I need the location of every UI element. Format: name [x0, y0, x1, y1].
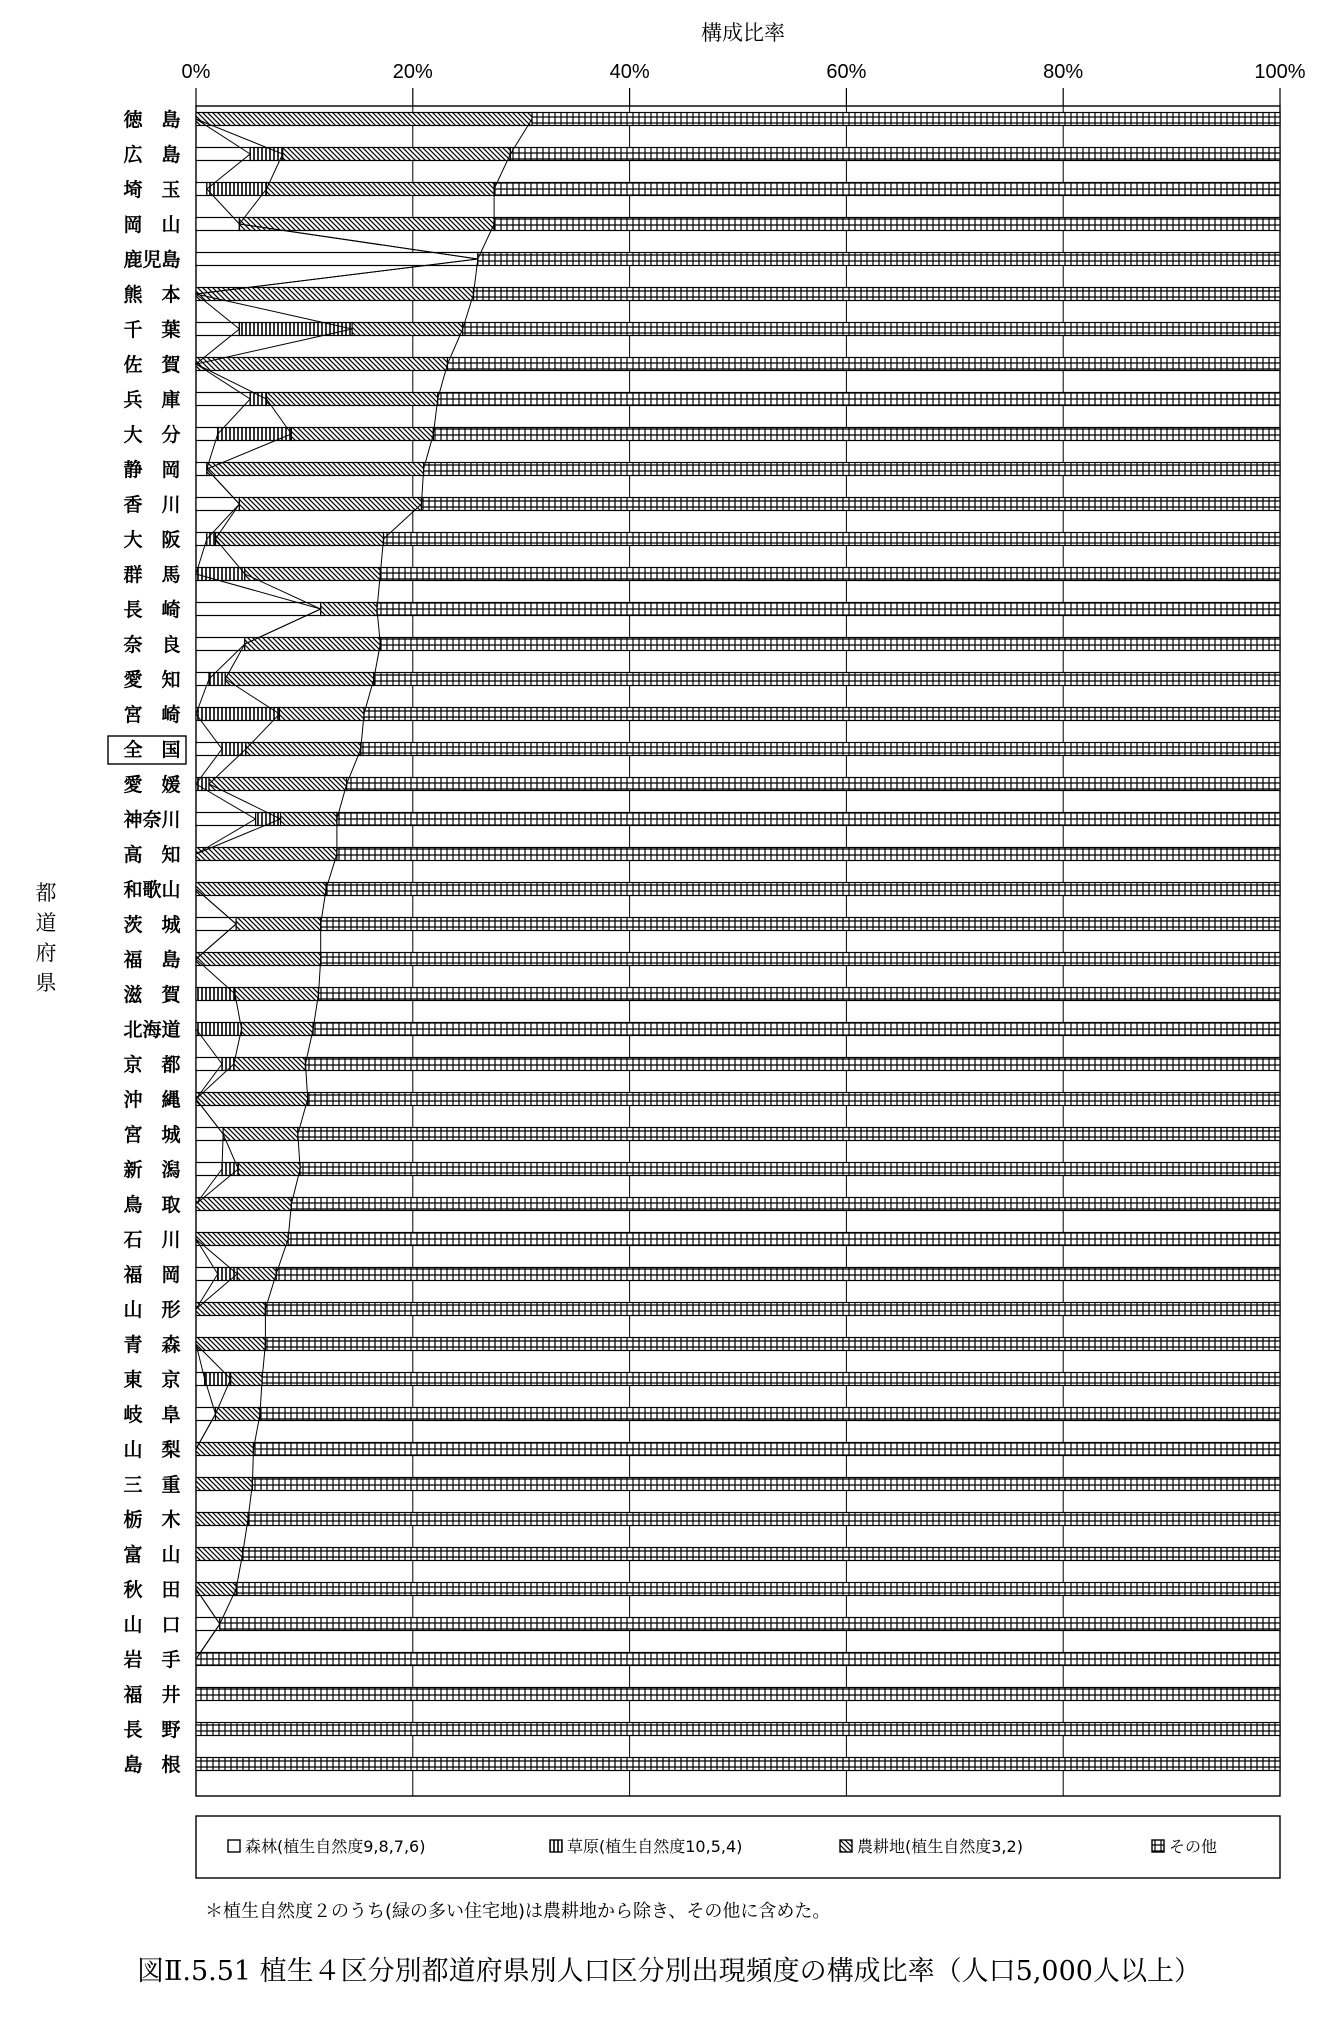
category-label: 福 井	[123, 1684, 181, 1706]
bar-segment-blank	[196, 428, 218, 441]
bar-segment-diagonal	[196, 358, 447, 371]
bar-segment-diagonal	[196, 1338, 265, 1351]
bar-row	[196, 1408, 1280, 1421]
bar-segment-grid	[220, 1618, 1280, 1631]
bar-segment-diagonal	[196, 288, 474, 301]
legend-item	[550, 1837, 742, 1856]
x-tick-label: 100%	[1254, 61, 1306, 83]
bar-row	[196, 218, 1280, 231]
bar-segment-diagonal	[196, 113, 532, 126]
category-label: 高 知	[123, 844, 181, 866]
category-label: 広 島	[123, 144, 181, 166]
bar-segment-grid	[321, 918, 1280, 931]
bar-row	[196, 1023, 1280, 1036]
category-label: 福 岡	[123, 1264, 181, 1286]
bar-segment-diagonal	[266, 393, 437, 406]
category-label: 島 根	[123, 1754, 181, 1776]
bar-segment-blank	[196, 323, 239, 336]
bar-segment-diagonal	[223, 1128, 298, 1141]
category-label: 山 形	[123, 1299, 181, 1321]
bar-segment-grid	[253, 1443, 1280, 1456]
bar-row	[196, 778, 1280, 791]
bar-segment-vertical	[222, 1058, 234, 1071]
legend-label: 森林(植生自然度9,8,7,6)	[245, 1837, 426, 1856]
legend-swatch	[1152, 1840, 1164, 1852]
bar-row	[196, 1443, 1280, 1456]
bar-segment-vertical	[209, 673, 225, 686]
legend-swatch	[550, 1840, 562, 1852]
bars	[196, 113, 1280, 1771]
bar-segment-grid	[424, 463, 1280, 476]
legend-label: 農耕地(植生自然度3,2)	[857, 1837, 1023, 1856]
category-label: 愛 媛	[123, 774, 181, 796]
bar-segment-diagonal	[196, 848, 337, 861]
bar-segment-diagonal	[216, 533, 384, 546]
bar-segment-blank	[196, 813, 256, 826]
bar-segment-diagonal	[196, 1548, 243, 1561]
bar-row	[196, 288, 1280, 301]
bar-segment-grid	[463, 323, 1280, 336]
bar-segment-diagonal	[234, 1058, 306, 1071]
bar-segment-grid	[478, 253, 1280, 266]
category-label: 岩 手	[123, 1649, 181, 1671]
bar-row	[196, 1478, 1280, 1491]
bar-segment-diagonal	[291, 428, 433, 441]
bar-segment-diagonal	[237, 1268, 276, 1281]
category-label: 鹿児島	[123, 249, 181, 271]
bar-row	[196, 708, 1280, 721]
bar-segment-diagonal	[238, 1163, 300, 1176]
category-label: 茨 城	[123, 914, 181, 936]
bar-segment-blank	[196, 393, 250, 406]
bar-segment-grid	[494, 183, 1280, 196]
bar-segment-blank	[196, 918, 236, 931]
bar-row	[196, 953, 1280, 966]
bar-segment-diagonal	[266, 183, 494, 196]
bar-segment-grid	[236, 1583, 1280, 1596]
bar-row	[196, 1758, 1280, 1771]
x-tick-label: 60%	[826, 61, 867, 83]
bar-row	[196, 883, 1280, 896]
bar-segment-vertical	[196, 988, 235, 1001]
bar-segment-grid	[361, 743, 1280, 756]
footnote: ＊植生自然度２のうち(緑の多い住宅地)は農耕地から除き、その他に含めた。	[205, 1901, 831, 1922]
bar-segment-diagonal	[196, 1513, 248, 1526]
bar-row	[196, 1093, 1280, 1106]
y-axis-category-labels	[108, 108, 186, 1776]
bar-segment-grid	[380, 638, 1280, 651]
bar-segment-diagonal	[196, 1093, 308, 1106]
category-label: 愛 知	[123, 669, 181, 691]
bar-segment-blank	[196, 253, 478, 266]
category-label: 神奈川	[123, 809, 181, 831]
category-label: 岡 山	[123, 214, 181, 236]
bar-segment-diagonal	[225, 673, 374, 686]
category-label: 栃 木	[123, 1509, 181, 1531]
bar-segment-diagonal	[279, 708, 364, 721]
category-label: 佐 賀	[123, 354, 181, 376]
bar-segment-diagonal	[283, 148, 511, 161]
bar-row	[196, 638, 1280, 651]
bar-row	[196, 1303, 1280, 1316]
bar-segment-diagonal	[196, 1198, 291, 1211]
bar-segment-grid	[291, 1198, 1280, 1211]
bar-segment-blank	[196, 183, 207, 196]
bar-row	[196, 988, 1280, 1001]
bar-segment-grid	[243, 1548, 1280, 1561]
bar-segment-diagonal	[281, 813, 337, 826]
bar-row	[196, 673, 1280, 686]
bar-segment-grid	[364, 708, 1280, 721]
bar-segment-grid	[438, 393, 1280, 406]
bar-segment-grid	[196, 1653, 1280, 1666]
bar-row	[196, 1338, 1280, 1351]
bar-segment-vertical	[196, 708, 279, 721]
bar-segment-grid	[288, 1233, 1280, 1246]
bar-segment-diagonal	[216, 1408, 260, 1421]
x-tick-label: 20%	[392, 61, 433, 83]
bar-segment-diagonal	[196, 1443, 253, 1456]
bar-segment-diagonal	[352, 323, 463, 336]
bar-segment-diagonal	[196, 1478, 252, 1491]
bar-segment-diagonal	[196, 883, 326, 896]
bar-segment-vertical	[239, 323, 352, 336]
bar-segment-grid	[447, 358, 1280, 371]
bar-segment-grid	[433, 428, 1280, 441]
bar-row	[196, 323, 1280, 336]
category-label: 埼 玉	[123, 179, 181, 201]
category-label: 新 潟	[123, 1159, 181, 1181]
bar-segment-diagonal	[196, 1233, 288, 1246]
bar-row	[196, 253, 1280, 266]
bar-segment-grid	[347, 778, 1280, 791]
bar-row	[196, 848, 1280, 861]
bar-segment-grid	[265, 1338, 1280, 1351]
bar-segment-grid	[337, 813, 1280, 826]
bar-segment-vertical	[196, 568, 245, 581]
bar-segment-grid	[196, 1688, 1280, 1701]
category-label: 北海道	[123, 1019, 181, 1041]
category-label: 群 馬	[123, 564, 181, 586]
bar-segment-grid	[377, 603, 1280, 616]
bar-row	[196, 183, 1280, 196]
bar-segment-diagonal	[231, 1373, 262, 1386]
x-tick-label: 40%	[609, 61, 650, 83]
bar-segment-grid	[298, 1128, 1280, 1141]
bar-row	[196, 568, 1280, 581]
bar-row	[196, 498, 1280, 511]
category-label: 長 崎	[123, 599, 181, 621]
category-label: 和歌山	[123, 879, 181, 901]
bar-row	[196, 1198, 1280, 1211]
category-label: 山 口	[123, 1614, 181, 1636]
bar-row	[196, 1233, 1280, 1246]
x-axis	[182, 61, 1306, 106]
bar-segment-grid	[313, 1023, 1280, 1036]
legend-label: その他	[1169, 1837, 1218, 1856]
bar-segment-grid	[305, 1058, 1280, 1071]
category-label: 静 岡	[123, 459, 181, 481]
bar-row	[196, 1583, 1280, 1596]
x-tick-label: 0%	[181, 61, 211, 83]
category-label: 宮 城	[123, 1124, 181, 1146]
legend	[196, 1816, 1280, 1878]
bar-segment-grid	[510, 148, 1280, 161]
bar-segment-grid	[374, 673, 1280, 686]
bar-segment-grid	[262, 1373, 1280, 1386]
bar-segment-diagonal	[239, 218, 494, 231]
category-label: 滋 賀	[123, 984, 181, 1006]
bar-segment-diagonal	[196, 1303, 265, 1316]
bar-segment-diagonal	[236, 918, 321, 931]
bar-segment-diagonal	[239, 498, 421, 511]
bar-segment-blank	[196, 148, 250, 161]
bar-segment-grid	[300, 1163, 1280, 1176]
category-label: 香 川	[123, 494, 181, 516]
bar-segment-vertical	[218, 1268, 238, 1281]
bar-segment-grid	[196, 1758, 1280, 1771]
category-label: 兵 庫	[123, 389, 181, 411]
bar-segment-diagonal	[321, 603, 377, 616]
bar-segment-diagonal	[235, 988, 318, 1001]
bar-segment-grid	[252, 1478, 1280, 1491]
bar-row	[196, 1058, 1280, 1071]
bar-segment-grid	[276, 1268, 1280, 1281]
bar-segment-grid	[474, 288, 1280, 301]
category-label: 千 葉	[123, 319, 181, 341]
bar-segment-diagonal	[246, 743, 361, 756]
category-label: 山 梨	[123, 1439, 181, 1461]
category-label: 大 阪	[123, 529, 181, 551]
bar-segment-vertical	[222, 743, 246, 756]
category-label: 青 森	[123, 1334, 181, 1356]
bar-segment-grid	[248, 1513, 1280, 1526]
bar-segment-grid	[494, 218, 1280, 231]
bar-segment-blank	[196, 603, 321, 616]
bar-row	[196, 813, 1280, 826]
bar-segment-vertical	[207, 183, 267, 196]
bar-segment-blank	[196, 218, 239, 231]
bar-row	[196, 428, 1280, 441]
category-label: 富 山	[123, 1544, 181, 1566]
bar-row	[196, 1653, 1280, 1666]
bar-segment-grid	[337, 848, 1280, 861]
bar-row	[196, 1163, 1280, 1176]
category-label: 徳 島	[123, 109, 181, 131]
bar-segment-diagonal	[242, 1023, 314, 1036]
bar-segment-vertical	[250, 148, 283, 161]
bar-segment-vertical	[196, 1023, 242, 1036]
bar-row	[196, 533, 1280, 546]
bar-row	[196, 1513, 1280, 1526]
category-label: 三 重	[123, 1474, 181, 1496]
bar-segment-vertical	[196, 778, 209, 791]
category-label: 沖 縄	[123, 1089, 181, 1111]
bar-segment-grid	[532, 113, 1280, 126]
bar-segment-grid	[196, 1723, 1280, 1736]
category-label: 石 川	[123, 1229, 181, 1251]
bar-row	[196, 148, 1280, 161]
bar-segment-grid	[308, 1093, 1280, 1106]
chart-title: 構成比率	[701, 21, 785, 45]
bar-segment-blank	[196, 498, 239, 511]
category-label: 奈 良	[123, 634, 181, 656]
bar-row	[196, 463, 1280, 476]
category-label: 宮 崎	[123, 704, 181, 726]
bar-segment-diagonal	[245, 638, 381, 651]
category-label: 長 野	[123, 1719, 181, 1741]
legend-swatch	[840, 1840, 852, 1852]
bar-segment-grid	[384, 533, 1280, 546]
figure-caption: 図Ⅱ.5.51 植生４区分別都道府県別人口区分別出現頻度の構成比率（人口5,000人以上）	[137, 1956, 1201, 1987]
bar-row	[196, 1618, 1280, 1631]
bar-row	[196, 1723, 1280, 1736]
bar-segment-vertical	[256, 813, 281, 826]
bar-segment-grid	[380, 568, 1280, 581]
bar-segment-grid	[265, 1303, 1280, 1316]
category-label: 熊 本	[123, 284, 181, 306]
bar-segment-grid	[321, 953, 1280, 966]
bar-segment-diagonal	[207, 463, 424, 476]
bar-segment-diagonal	[245, 568, 381, 581]
category-label: 秋 田	[123, 1579, 181, 1601]
bar-segment-grid	[260, 1408, 1280, 1421]
bar-segment-blank	[196, 463, 207, 476]
bar-row	[196, 358, 1280, 371]
bar-row	[196, 603, 1280, 616]
bar-segment-diagonal	[196, 1583, 236, 1596]
legend-item	[840, 1837, 1023, 1856]
bar-row	[196, 393, 1280, 406]
bar-row	[196, 1268, 1280, 1281]
legend-swatch	[228, 1840, 240, 1852]
category-label: 鳥 取	[123, 1194, 181, 1216]
bar-segment-grid	[326, 883, 1280, 896]
x-tick-label: 80%	[1043, 61, 1084, 83]
bar-row	[196, 1373, 1280, 1386]
bar-row	[196, 1688, 1280, 1701]
category-label: 岐 阜	[123, 1404, 181, 1426]
bar-segment-grid	[318, 988, 1280, 1001]
legend-label: 草原(植生自然度10,5,4)	[567, 1837, 743, 1856]
bar-segment-blank	[196, 638, 245, 651]
category-label: 大 分	[123, 424, 181, 446]
bar-segment-diagonal	[196, 953, 321, 966]
bar-row	[196, 113, 1280, 126]
legend-item	[1152, 1837, 1217, 1856]
category-label: 東 京	[123, 1369, 181, 1391]
category-label: 福 島	[123, 949, 181, 971]
category-label: 全 国	[123, 739, 181, 761]
bar-row	[196, 918, 1280, 931]
legend-item	[228, 1837, 425, 1856]
bar-segment-grid	[421, 498, 1280, 511]
y-axis-title: 都道府県	[35, 881, 57, 995]
bar-row	[196, 1548, 1280, 1561]
bar-segment-diagonal	[209, 778, 347, 791]
bar-row	[196, 1128, 1280, 1141]
category-label: 京 都	[123, 1054, 181, 1076]
